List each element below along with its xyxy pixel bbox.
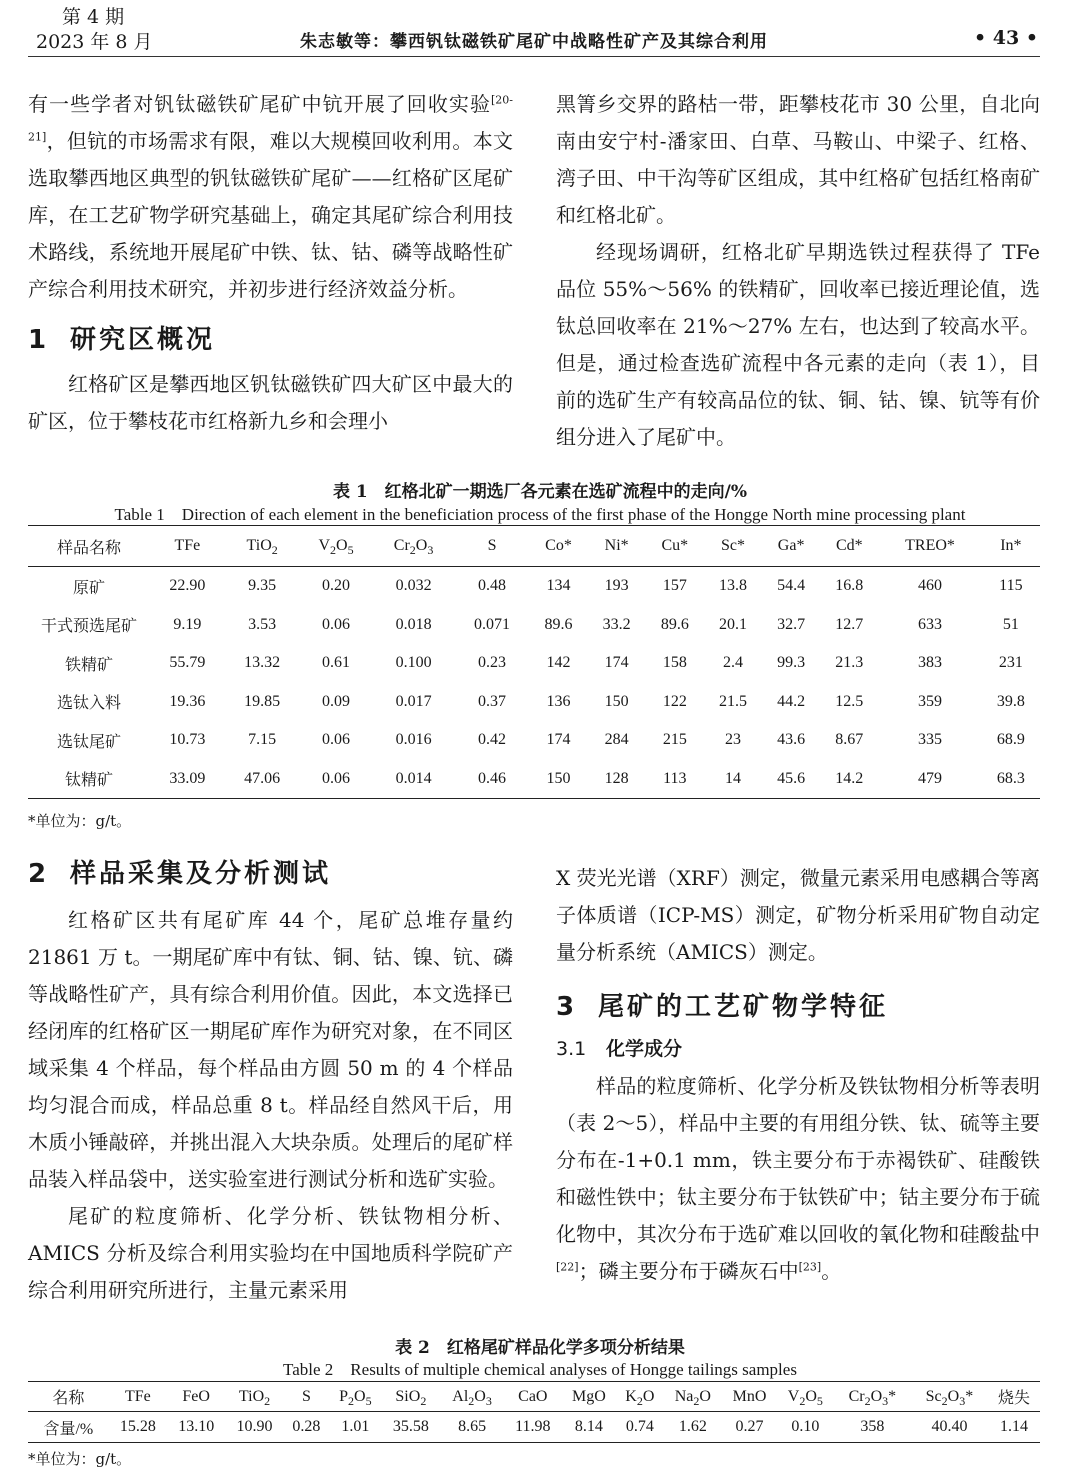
table-cell: 14.2 <box>820 760 878 799</box>
table-cell: 0.06 <box>300 760 373 799</box>
col-header: Ga* <box>762 526 820 567</box>
table-cell: 0.28 <box>284 1412 329 1443</box>
row-label: 含量/% <box>28 1412 109 1443</box>
table-cell: 0.10 <box>777 1412 834 1443</box>
table-row <box>28 644 1040 683</box>
section-heading-3: 3 尾矿的工艺矿物学特征 <box>556 992 889 1022</box>
col-header: $Cr_2O_3$ <box>372 526 454 567</box>
row-label: 选钛尾矿 <box>56 733 121 751</box>
running-title: 朱志敏等：攀西钒钛磁铁矿尾矿中战略性矿产及其综合利用 <box>300 32 768 52</box>
citation-ref[interactable]: [23] <box>798 1260 822 1274</box>
table-cell: 33.09 <box>150 760 225 799</box>
section-heading-1: 1 研究区概况 <box>28 325 216 355</box>
table-cell: 0.20 <box>322 577 350 595</box>
table2-caption-zh: 表 2 红格尾矿样品化学多项分析结果 <box>395 1338 685 1358</box>
col-header: $V_2O_5$ <box>300 526 373 567</box>
table-cell: 35.58 <box>382 1412 440 1443</box>
table-cell: 0.017 <box>395 692 432 710</box>
table-cell: 0.06 <box>322 731 350 749</box>
table-cell: 0.06 <box>322 615 350 633</box>
table-cell: 479 <box>878 760 981 799</box>
col-header: $P_2O_5$ <box>329 1382 382 1412</box>
col-header: TiO$_2$ <box>225 526 300 567</box>
col-header: 样品名称 <box>28 526 150 567</box>
table-row <box>28 1412 1040 1443</box>
table-cell: 174 <box>604 654 629 672</box>
table-cell: 1.01 <box>329 1412 382 1443</box>
table-cell: 45.6 <box>762 760 820 799</box>
table2-caption-en: Table 2 Results of multiple chemical analyses of Hongge tailings samples <box>283 1360 797 1379</box>
table-cell: 0.071 <box>474 615 511 633</box>
table-cell: 19.36 <box>169 692 206 710</box>
col-header: 名称 <box>28 1382 109 1412</box>
table-cell: 43.6 <box>777 731 806 749</box>
table-row <box>28 567 1040 606</box>
table-cell: 0.42 <box>478 731 507 749</box>
table-cell: 0.100 <box>395 654 432 672</box>
table-row <box>28 683 1040 722</box>
page-number: • 43 • <box>974 27 1038 49</box>
table-cell: 358 <box>834 1412 911 1443</box>
col-header: $Sc_2O_3*$ <box>911 1382 988 1412</box>
right-column-bottom <box>556 860 1040 1290</box>
table-cell: 8.67 <box>835 731 864 749</box>
table-cell: 40.40 <box>911 1412 988 1443</box>
table-cell: 3.53 <box>248 615 277 633</box>
table-cell: 128 <box>588 760 646 799</box>
col-header: $K_2O$ <box>616 1382 663 1412</box>
table-cell: 142 <box>546 654 571 672</box>
table-cell: 158 <box>662 654 687 672</box>
table-row <box>28 606 1040 645</box>
row-label: 选钛入料 <box>56 695 121 713</box>
table-cell: 14 <box>704 760 762 799</box>
table-cell: 7.15 <box>248 731 277 749</box>
table-cell: 0.74 <box>616 1412 663 1443</box>
col-header: $Al_2O_3$ <box>440 1382 504 1412</box>
table-cell: 19.85 <box>244 692 281 710</box>
table-cell: 134 <box>546 577 571 595</box>
table-cell: 89.6 <box>660 615 689 633</box>
table-cell: 44.2 <box>777 692 806 710</box>
table-cell: 1.14 <box>988 1412 1040 1443</box>
table-cell: 193 <box>604 577 629 595</box>
table-cell: 215 <box>662 731 687 749</box>
header-rule <box>28 56 1040 57</box>
table-cell: 0.23 <box>478 654 507 672</box>
table-cell: 99.3 <box>777 654 806 672</box>
paragraph: 红格矿区是攀西地区钒钛磁铁矿四大矿区中最大的矿区，位于攀枝花市红格新九乡和会理小 <box>28 372 513 433</box>
col-header: $Cr_2O_3*$ <box>834 1382 911 1412</box>
table-cell: 174 <box>546 731 571 749</box>
table1-note: *单位为：g/t。 <box>28 812 132 830</box>
table-cell: 359 <box>918 692 943 710</box>
table-cell: 11.98 <box>504 1412 561 1443</box>
table-row <box>28 760 1040 799</box>
table-cell: 0.61 <box>322 654 350 672</box>
col-header: S <box>455 526 530 567</box>
table-cell: 122 <box>662 692 687 710</box>
table-cell: 8.65 <box>440 1412 504 1443</box>
table-cell: 68.9 <box>996 731 1025 749</box>
table-cell: 51 <box>1002 615 1019 633</box>
table-cell: 633 <box>918 615 943 633</box>
table-cell: 2.4 <box>722 654 743 672</box>
table-cell: 284 <box>604 731 629 749</box>
table-header-row <box>28 1382 1040 1412</box>
col-header: MnO <box>722 1382 777 1412</box>
table-cell: 12.7 <box>835 615 864 633</box>
col-header: 烧失 <box>988 1382 1040 1412</box>
running-header <box>0 0 1080 58</box>
left-column-bottom <box>28 852 513 1309</box>
table1-caption-en: Table 1 Direction of each element in the beneficiation process of the first phase of the Hongge North mine processing plant <box>114 505 966 524</box>
table-row <box>28 721 1040 760</box>
col-header: TFe <box>150 526 225 567</box>
table-cell: 54.4 <box>777 577 806 595</box>
table-cell: 0.014 <box>372 760 454 799</box>
table-cell: 0.37 <box>478 692 507 710</box>
table-1 <box>28 525 1040 799</box>
col-header: FeO <box>167 1382 225 1412</box>
col-header: Sc* <box>704 526 762 567</box>
table-cell: 0.48 <box>478 577 507 595</box>
paragraph: 尾矿的粒度筛析、化学分析、铁钛物相分析、AMICS 分析及综合利用实验均在中国地质科学院矿产综合利用研究所进行，主量元素采用 <box>28 1204 513 1302</box>
col-header: $V_2O_5$ <box>777 1382 834 1412</box>
row-label: 原矿 <box>72 579 105 597</box>
paragraph: 样品的粒度筛析、化学分析及铁钛物相分析等表明（表 2～5），样品中主要的有用组分铁、钛、硫等主要分布在-1+0.1 mm，铁主要分布于赤褐铁矿、硅酸铁和磁性铁中；钛主要分布于钛铁矿中；钴主要分布于硫化物中，其次分布于选矿难以回收的氧化物和硅酸盐中[22]；磷主要分布于磷灰石中[23]。 <box>556 1074 1040 1283</box>
table-cell: 0.46 <box>455 760 530 799</box>
table-cell: 12.5 <box>835 692 864 710</box>
table-cell: 13.8 <box>718 577 747 595</box>
table-cell: 0.018 <box>395 615 432 633</box>
table-cell: 39.8 <box>996 692 1025 710</box>
table-cell: 55.79 <box>169 654 206 672</box>
paragraph: 有一些学者对钒钛磁铁矿尾矿中钪开展了回收实验[20-21]，但钪的市场需求有限，难以大规模回收利用。本文选取攀西地区典型的钒钛磁铁矿尾矿——红格矿区尾矿库，在工艺矿物学研究基础上，确定其尾矿综合利用技术路线，系统地开展尾矿中铁、钛、钴、磷等战略性矿产综合利用技术研究，并初步进行经济效益分析。 <box>28 92 513 301</box>
paragraph: 经现场调研，红格北矿早期选铁过程获得了 TFe 品位 55%～56% 的铁精矿，回收率已接近理论值，选钛总回收率在 21%～27% 左右，也达到了较高水平。但是，通过检查选矿流程中各元素的走向（表 1），目前的选矿生产有较高品位的钛、铜、钴、镍、钪等有价组分进入了尾矿中。 <box>556 240 1040 449</box>
table-cell: 157 <box>662 577 687 595</box>
date-label: 2023 年 8 月 <box>36 31 153 53</box>
table-cell: 9.19 <box>173 615 202 633</box>
table-cell: 16.8 <box>835 577 864 595</box>
table-cell: 0.016 <box>395 731 432 749</box>
table-cell: 10.73 <box>169 731 206 749</box>
table-cell: 0.032 <box>395 577 432 595</box>
row-label: 干式预选尾矿 <box>40 618 137 636</box>
table-cell: 15.28 <box>109 1412 167 1443</box>
table-cell: 47.06 <box>225 760 300 799</box>
table-cell: 68.3 <box>982 760 1040 799</box>
table-cell: 10.90 <box>225 1412 283 1443</box>
table-cell: 383 <box>918 654 943 672</box>
right-column-top <box>556 86 1040 456</box>
table-cell: 150 <box>604 692 629 710</box>
table-cell: 32.7 <box>777 615 806 633</box>
col-header: SiO$_2$ <box>382 1382 440 1412</box>
col-header: $Na_2O$ <box>663 1382 722 1412</box>
citation-ref[interactable]: [22] <box>556 1260 579 1274</box>
row-label: 铁精矿 <box>64 656 113 674</box>
col-header: In* <box>982 526 1040 567</box>
col-header: TiO$_2$ <box>225 1382 283 1412</box>
table-cell: 115 <box>999 577 1023 595</box>
table-cell: 0.09 <box>322 692 350 710</box>
table-cell: 21.3 <box>835 654 864 672</box>
paragraph: X 荧光光谱（XRF）测定，微量元素采用电感耦合等离子体质谱（ICP-MS）测定，矿物分析采用矿物自动定量分析系统（AMICS）测定。 <box>556 866 1040 964</box>
col-header: Ni* <box>588 526 646 567</box>
table-header-row <box>28 526 1040 567</box>
col-header: S <box>284 1382 329 1412</box>
table-cell: 23 <box>724 731 741 749</box>
col-header: TFe <box>109 1382 167 1412</box>
table2-note: *单位为：g/t。 <box>28 1450 132 1468</box>
row-label: 钛精矿 <box>28 760 150 799</box>
table-cell: 136 <box>546 692 571 710</box>
table-cell: 1.62 <box>663 1412 722 1443</box>
col-header: CaO <box>504 1382 561 1412</box>
col-header: Co* <box>529 526 587 567</box>
table-2 <box>28 1381 1040 1443</box>
table-cell: 9.35 <box>248 577 277 595</box>
citation-ref[interactable]: [20-21] <box>28 93 513 144</box>
table-cell: 460 <box>918 577 943 595</box>
table1-caption-zh: 表 1 红格北矿一期选厂各元素在选矿流程中的走向/% <box>332 482 748 502</box>
col-header: MgO <box>562 1382 617 1412</box>
table-cell: 89.6 <box>544 615 573 633</box>
left-column-top <box>28 86 513 440</box>
subsection-heading-3-1: 3.1 化学成分 <box>556 1038 683 1060</box>
table-cell: 335 <box>918 731 943 749</box>
paragraph: 红格矿区共有尾矿库 44 个，尾矿总堆存量约 21861 万 t。一期尾矿库中有钛、铜、钴、镍、钪、磷等战略性矿产，具有综合利用价值。因此，本文选择已经闭库的红格矿区一期尾矿库作为研究对象，在不同区域采集 4 个样品，每个样品由方圆 50 m 的 4 个样品均匀混合而成，样品总重 8 t。样品经自然风干后，用木质小锤敲碎，并挑出混入大块杂质。处理后的尾矿样品装入样品袋中，送实验室进行测试分析和选矿实验。 <box>28 908 513 1191</box>
table-cell: 0.27 <box>722 1412 777 1443</box>
table-cell: 13.32 <box>244 654 281 672</box>
table-cell: 150 <box>529 760 587 799</box>
issue-label: 第 4 期 <box>62 6 125 28</box>
table-cell: 20.1 <box>718 615 747 633</box>
table1-body <box>28 567 1040 799</box>
table-cell: 13.10 <box>167 1412 225 1443</box>
table-cell: 21.5 <box>718 692 747 710</box>
table-cell: 33.2 <box>602 615 631 633</box>
col-header: Cu* <box>646 526 704 567</box>
table-cell: 8.14 <box>562 1412 617 1443</box>
paragraph: 黑箐乡交界的路枯一带，距攀枝花市 30 公里，自北向南由安宁村-潘家田、白草、马鞍山、中梁子、红格、湾子田、中干沟等矿区组成，其中红格矿包括红格南矿和红格北矿。 <box>556 92 1040 227</box>
table-cell: 113 <box>646 760 704 799</box>
section-heading-2: 2 样品采集及分析测试 <box>28 859 332 889</box>
col-header: Cd* <box>820 526 878 567</box>
table-cell: 22.90 <box>169 577 206 595</box>
table-cell: 231 <box>998 654 1023 672</box>
col-header: TREO* <box>878 526 981 567</box>
